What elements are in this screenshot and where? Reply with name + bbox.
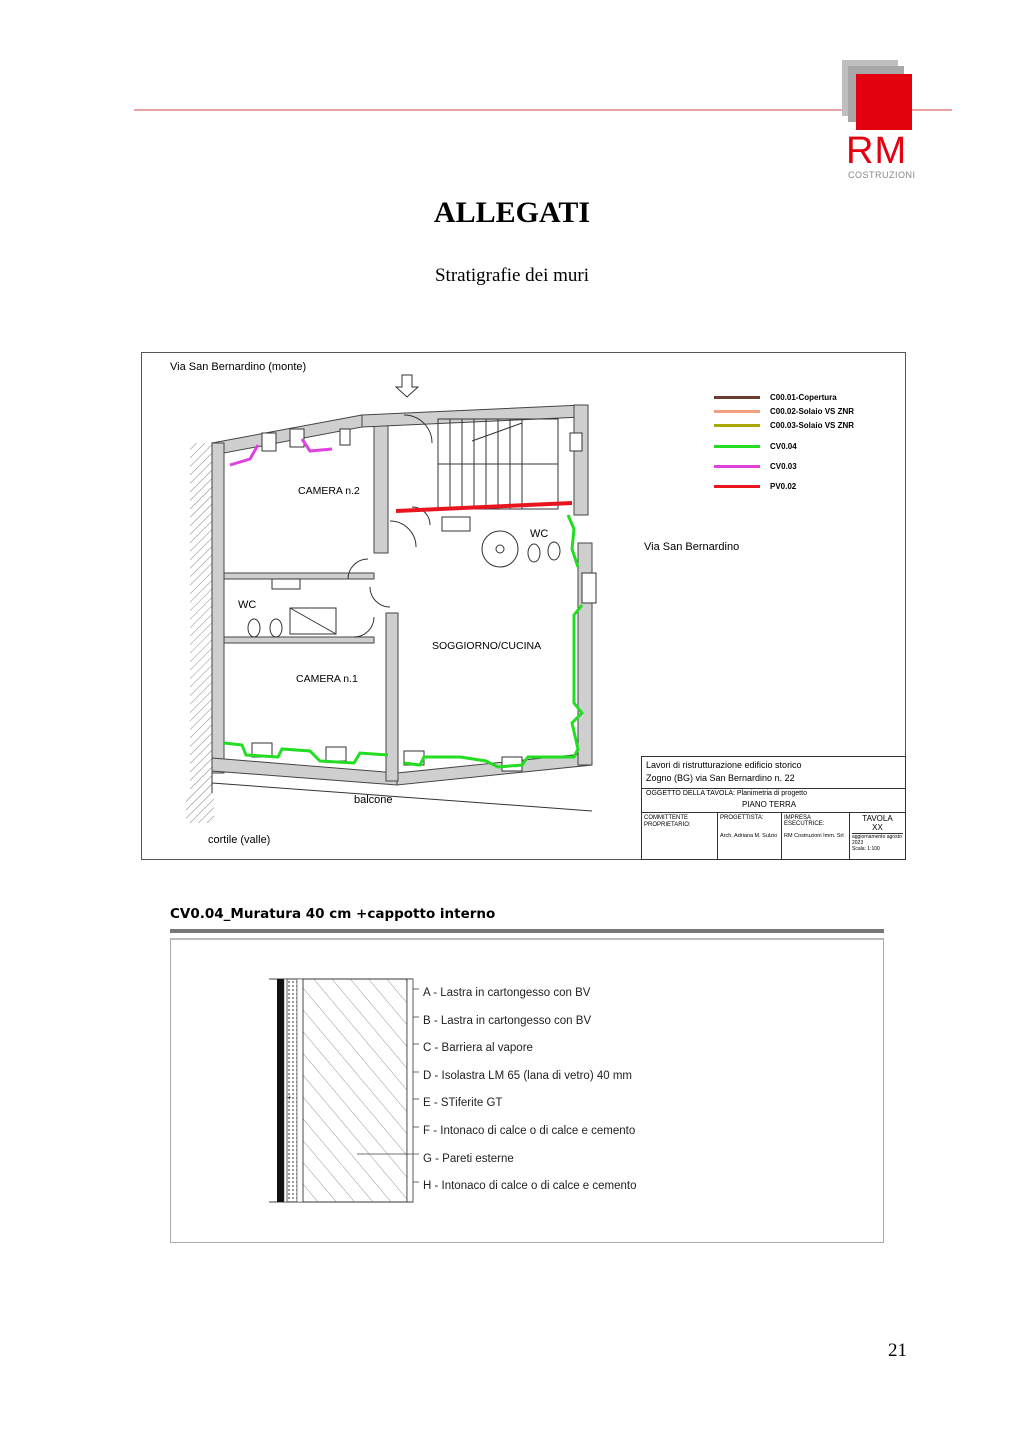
page-subtitle: Stratigrafie dei muri — [434, 265, 590, 286]
impresa-label: IMPRESA ESECUTRICE: — [784, 815, 825, 827]
legend-swatch — [714, 410, 760, 413]
title-block-line2: Zogno (BG) via San Bernardino n. 22 — [646, 773, 795, 783]
impresa-value: RM Costruzioni Imm. Srl — [784, 833, 844, 839]
legend-item — [714, 418, 894, 432]
label-balcony: balcone — [354, 794, 393, 806]
logo-letters: RM — [846, 130, 908, 172]
svg-text:+: + — [287, 1093, 292, 1102]
label-camera2: CAMERA n.2 — [298, 485, 360, 497]
legend-swatch — [714, 445, 760, 448]
legend-item — [714, 404, 894, 418]
layer-label: A - Lastra in cartongesso con BV — [423, 987, 591, 999]
label-wc-right: WC — [530, 528, 549, 540]
label-wc-left: WC — [238, 599, 257, 611]
stratigraphy-legend — [423, 980, 637, 1201]
legend-swatch — [714, 396, 760, 399]
legend-label: C00.01-Copertura — [770, 392, 837, 402]
layer-masonry — [303, 979, 407, 1202]
layer-gypsum — [277, 979, 284, 1202]
legend-swatch — [714, 465, 760, 468]
spiral-stair — [482, 531, 518, 567]
page-title: ALLEGATI — [433, 196, 591, 229]
wall-stratigraphy — [170, 938, 884, 1243]
section-rule — [170, 929, 884, 933]
layer-label: G - Pareti esterne — [423, 1152, 514, 1165]
legend-label: CV0.04 — [770, 441, 797, 451]
logo-tagline: COSTRUZIONI — [848, 170, 916, 180]
layer-label: B - Lastra in cartongesso con BV — [423, 1014, 592, 1027]
ground-hatch-left — [190, 443, 212, 793]
plan-legend — [714, 390, 894, 496]
oggetto-label: OGGETTO DELLA TAVOLA: — [646, 790, 735, 797]
legend-label: C00.02-Solaio VS ZNR — [770, 406, 855, 416]
title-block-line1: Lavori di ristrutturazione edificio storico — [646, 760, 802, 770]
layer-label: C - Barriera al vapore — [423, 1042, 533, 1055]
aggiornamento: aggiornamento agosto 2023 — [852, 834, 902, 846]
label-courtyard: cortile (valle) — [208, 834, 271, 846]
committente-label: COMMITTENTE PROPRIETARIO: — [644, 815, 691, 828]
windows — [252, 429, 596, 771]
title-block — [641, 756, 906, 860]
balcony-edge — [212, 783, 592, 811]
floor-name: PIANO TERRA — [742, 800, 797, 809]
header-rule — [134, 109, 952, 111]
oggetto-value: Planimetria di progetto — [736, 790, 807, 797]
legend-label: CV0.03 — [770, 461, 797, 471]
label-camera1: CAMERA n.1 — [296, 673, 358, 685]
page-number: 21 — [888, 1340, 907, 1361]
section-title: CV0.04_Muratura 40 cm +cappotto interno — [170, 906, 496, 922]
progettista-label: PROGETTISTA: — [720, 815, 764, 821]
scala: Scala: 1:100 — [852, 846, 880, 852]
layer-insulation — [287, 979, 297, 1202]
layer-label: D - Isolastra LM 65 (lana di vetro) 40 mm — [423, 1069, 632, 1082]
legend-item — [714, 456, 894, 476]
label-living: SOGGIORNO/CUCINA — [432, 640, 542, 652]
layer-label: H - Intonaco di calce o di calce e cemento — [423, 1180, 637, 1193]
layer-label: E - STiferite GT — [423, 1097, 503, 1110]
legend-label: C00.03-Solaio VS ZNR — [770, 420, 855, 430]
label-street-right: Via San Bernardino — [644, 541, 740, 553]
staircase — [438, 419, 558, 509]
legend-label: PV0.02 — [770, 481, 797, 491]
legend-item — [714, 476, 894, 496]
door-swings — [348, 415, 432, 637]
company-logo — [842, 60, 922, 180]
legend-swatch — [714, 424, 760, 427]
entrance-arrow — [396, 375, 418, 397]
progettista-value: Arch. Adriana M. Sulzio — [720, 833, 778, 839]
tavola-label: TAVOLA — [862, 814, 893, 823]
tavola-value: XX — [852, 823, 903, 834]
floor-plan — [141, 352, 906, 860]
legend-item — [714, 390, 894, 404]
legend-item — [714, 436, 894, 456]
wall-annotations — [224, 439, 582, 767]
layer-label: F - Intonaco di calce o di calce e cemento — [423, 1124, 636, 1137]
legend-swatch — [714, 485, 760, 488]
label-street-top: Via San Bernardino (monte) — [170, 361, 307, 373]
building-walls — [212, 405, 592, 785]
